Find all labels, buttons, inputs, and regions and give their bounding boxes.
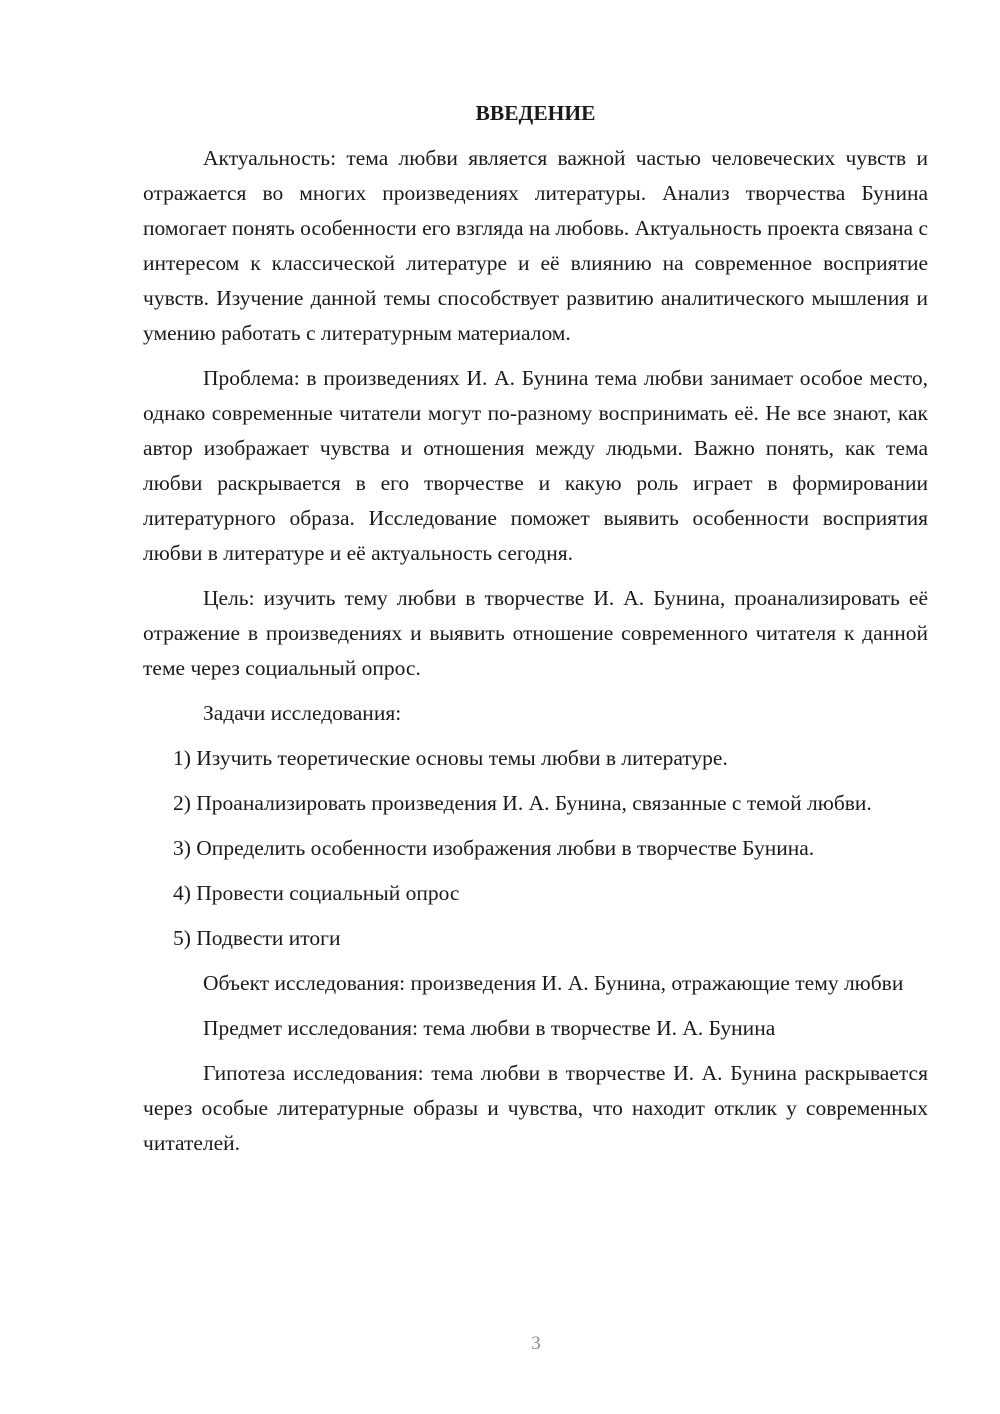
problem-paragraph: Проблема: в произведениях И. А. Бунина тема любви занимает особое место, однако современные читатели могут по-разному воспринимать её. Не все знают, как автор изображает чувства и отношения между людьми. Важно понять, как тема любви раскрывается в его творчестве и какую роль играет в формировании литературного образа. Исследование поможет выявить особенности восприятия любви в литературе и её актуальность сегодня.: [143, 366, 928, 565]
page-number: 3: [531, 1333, 541, 1354]
relevance-paragraph: Актуальность: тема любви является важной частью человеческих чувств и отражается во многих произведениях литературы. Анализ творчества Бунина помогает понять особенности его взгляда на любовь. Актуальность проекта связана с интересом к классической литературе и её влиянию на современное восприятие чувств. Изучение данной темы способствует развитию аналитического мышления и умению работать с литературным материалом.: [143, 146, 928, 345]
page-title: ВВЕДЕНИЕ: [475, 101, 596, 125]
task-item-3: 3) Определить особенности изображения любви в творчестве Бунина.: [173, 836, 815, 860]
hypothesis-paragraph: Гипотеза исследования: тема любви в творчестве И. А. Бунина раскрывается через особые литературные образы и чувства, что находит отклик у современных читателей.: [143, 1061, 928, 1155]
task-item-1: 1) Изучить теоретические основы темы любви в литературе.: [173, 746, 728, 770]
task-item-5: 5) Подвести итоги: [173, 926, 341, 950]
task-item-4: 4) Провести социальный опрос: [173, 881, 460, 905]
goal-paragraph: Цель: изучить тему любви в творчестве И. А. Бунина, проанализировать её отражение в произведениях и выявить отношение современного читателя к данной теме через социальный опрос.: [143, 586, 928, 680]
document-page: [143, 96, 928, 1171]
object-paragraph: Объект исследования: произведения И. А. Бунина, отражающие тему любви: [203, 971, 904, 995]
task-item-2: 2) Проанализировать произведения И. А. Бунина, связанные с темой любви.: [173, 791, 872, 815]
subject-paragraph: Предмет исследования: тема любви в творчестве И. А. Бунина: [203, 1016, 776, 1040]
tasks-heading: Задачи исследования:: [203, 701, 402, 725]
